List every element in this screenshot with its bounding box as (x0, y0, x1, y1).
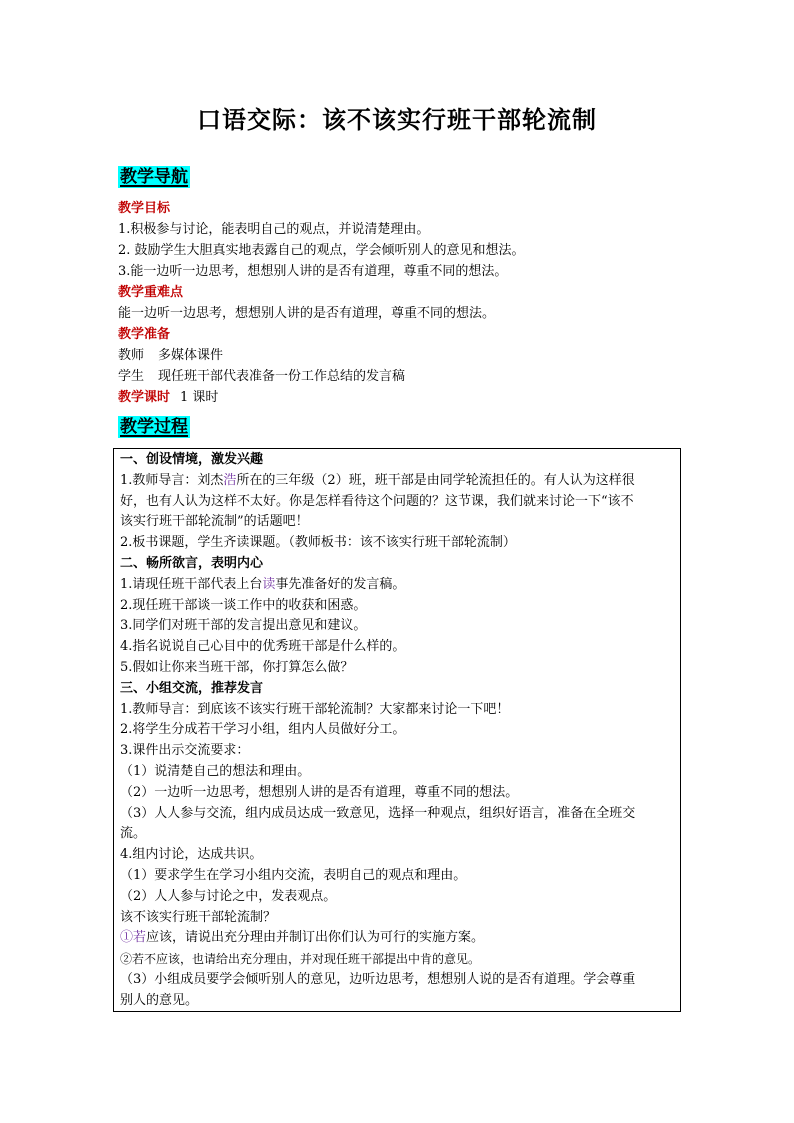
teaching-guide-section (118, 198, 688, 408)
key-points-text: 能一边听一边思考，想想别人讲的是否有道理，尊重不同的想法。 (118, 306, 496, 321)
key-points-label: 教学重难点 (118, 285, 184, 300)
heading-teaching-process: 教学过程 (120, 417, 188, 437)
step-2-item: 2.现任班干部谈一谈工作中的收获和困惑。 (120, 597, 367, 613)
preparation-teacher (118, 345, 688, 366)
preparation-teacher-item: 多媒体课件 (158, 348, 224, 363)
preparation-student-item: 现任班干部代表准备一份工作总结的发言稿 (158, 369, 406, 384)
step-3-subitem-cont: 别人的意见。 (120, 992, 199, 1008)
goal-item: 2. 鼓励学生大胆真实地表露自己的观点，学会倾听别人的意见和想法。 (118, 243, 525, 258)
preparation-label: 教学准备 (118, 327, 171, 342)
step-3-title: 三、小组交流，推荐发言 (120, 680, 264, 696)
highlighted-char: 浩 (223, 472, 237, 488)
preparation-student-role: 学生 (118, 369, 145, 384)
page-title: 口语交际：该不该实行班干部轮流制 (197, 106, 597, 134)
step-2-item: 4.指名说说自己心目中的优秀班干部是什么样的。 (120, 639, 406, 655)
highlighted-char: ①若 (120, 930, 147, 946)
step-3-item: 4.组内讨论，达成共识。 (120, 847, 263, 863)
step-1-title: 一、创设情境，激发兴趣 (120, 452, 264, 467)
step-1-item: 2.板书课题，学生齐读课题。（教师板书：该不该实行班干部轮流制） (120, 535, 516, 551)
step-3-item: 3.课件出示交流要求： (120, 743, 250, 759)
hours-label: 教学课时 (118, 390, 171, 405)
step-3-subitem: （1）说清楚自己的想法和理由。 (120, 763, 311, 779)
step-1-item (120, 471, 674, 492)
teaching-process-box (113, 448, 681, 1012)
text-run: 1.请现任班干部代表上台 (120, 576, 263, 592)
step-3-item: 2.将学生分成若干学习小组，组内人员做好分工。 (120, 722, 406, 738)
discussion-question: 该不该实行班干部轮流制？ (120, 909, 277, 925)
hours-value: 1 课时 (180, 390, 219, 405)
step-2-item: 3.同学们对班干部的发言提出意见和建议。 (120, 618, 367, 634)
step-3-item: 1.教师导言：到底该不该实行班干部轮流制？大家都来讨论一下吧！ (120, 701, 510, 717)
step-1-item-cont: 好，也有人认为这样不太好。你是怎样看待这个问题的？这节课，我们就来讨论一下“该不 (120, 493, 634, 509)
step-3-subitem: （3）人人参与交流，组内成员达成一致意见，选择一种观点，组织好语言，准备在全班交 (120, 805, 636, 821)
step-3-subitem: （1）要求学生在学习小组内交流，表明自己的观点和理由。 (120, 867, 467, 883)
text-run: 应该，请说出充分理由并制订出你们认为可行的实施方案。 (146, 930, 485, 946)
goal-item: 1.积极参与讨论，能表明自己的观点，并说清楚理由。 (118, 222, 430, 237)
teaching-hours (118, 387, 688, 408)
step-3-subitem: （3）小组成员要学会倾听别人的意见，边听边思考，想想别人说的是否有道理。学会尊重 (120, 971, 636, 987)
highlighted-char: 读 (262, 576, 276, 592)
step-2-title: 二、畅所欲言，表明内心 (120, 555, 264, 571)
step-3-subitem: （2）一边听一边思考，想想别人讲的是否有道理，尊重不同的想法。 (120, 784, 519, 800)
text-run: 1.教师导言：刘杰 (120, 472, 224, 488)
step-2-item: 5.假如让你来当班干部，你打算怎么做？ (120, 659, 354, 675)
preparation-teacher-role: 教师 (118, 348, 145, 363)
text-run: 所在的三年级（2）班，班干部是由同学轮流担任的。有人认为这样很 (236, 472, 635, 488)
step-1-item-cont: 该实行班干部轮流制”的话题吧！ (120, 514, 309, 530)
text-run: 事先准备好的发言稿。 (275, 576, 406, 592)
step-2-item (120, 575, 674, 596)
discussion-option: ②若不应该，也请给出充分理由，并对现任班干部提出中肯的意见。 (120, 952, 481, 967)
step-3-subitem-cont: 流。 (120, 826, 147, 842)
step-3-subitem: （2）人人参与讨论之中，发表观点。 (120, 888, 337, 904)
discussion-option (120, 928, 674, 949)
heading-teaching-guide: 教学导航 (120, 167, 188, 187)
preparation-student (118, 366, 688, 387)
goals-label: 教学目标 (118, 201, 171, 216)
goal-item: 3.能一边听一边思考，想想别人讲的是否有道理，尊重不同的想法。 (118, 264, 508, 279)
